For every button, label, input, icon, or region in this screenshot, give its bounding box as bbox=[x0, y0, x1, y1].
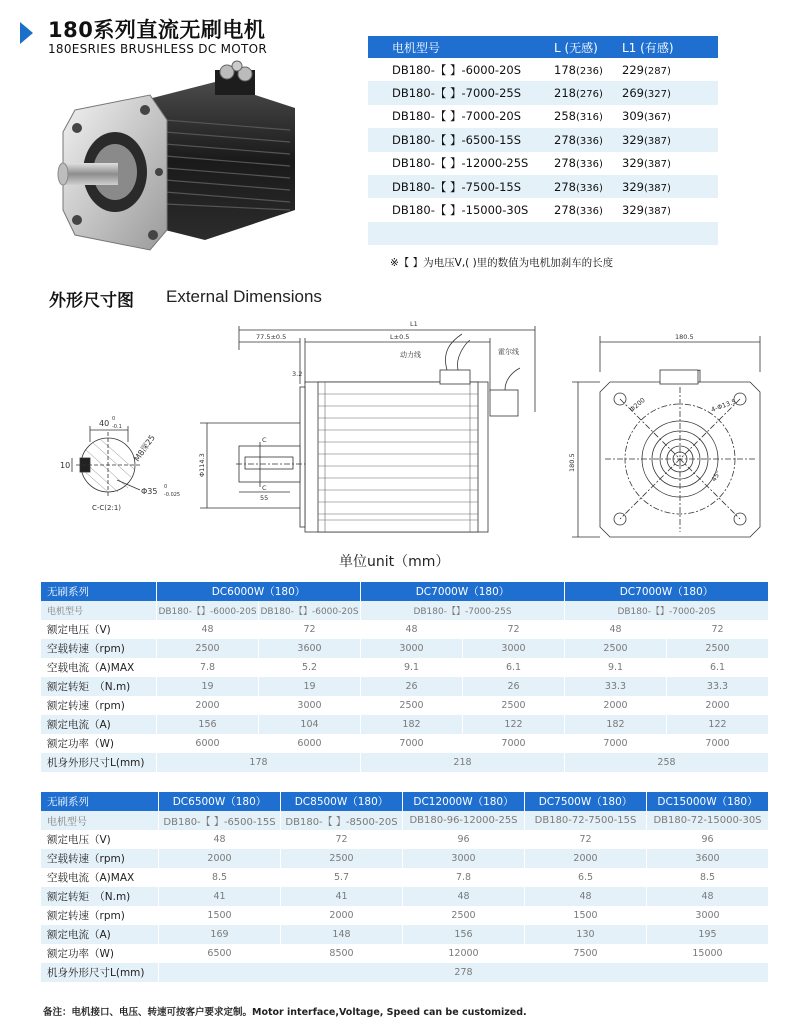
l-tol-label: L±0.5 bbox=[390, 333, 410, 341]
table-cell: 96 bbox=[403, 830, 525, 849]
series-group: DC7000W（180） bbox=[361, 582, 565, 601]
table-cell: 7.8 bbox=[403, 868, 525, 887]
row-label: 电机型号 bbox=[41, 811, 159, 830]
model-cell: DB180-72-7500-15S bbox=[525, 811, 647, 830]
brake-length-cell: (276) bbox=[575, 89, 603, 101]
angle-label: 45° bbox=[709, 469, 723, 483]
table-header-row bbox=[41, 792, 769, 811]
length1-cell: 329 bbox=[622, 179, 644, 194]
dimensions-title: 外形尺寸图 bbox=[49, 291, 134, 311]
table-row bbox=[41, 811, 769, 830]
table-cell: 48 bbox=[647, 887, 769, 906]
table-cell: 278 bbox=[159, 963, 769, 982]
length-cell: 258 bbox=[554, 109, 576, 124]
column-header: L1 (有感) bbox=[622, 36, 718, 58]
series-group: DC8500W（180） bbox=[281, 792, 403, 811]
table-cell: 2500 bbox=[403, 906, 525, 925]
row-label: 额定电压（V) bbox=[41, 620, 157, 639]
key-width-tol: 0 bbox=[112, 416, 116, 422]
table-cell: 2000 bbox=[157, 696, 259, 715]
table-header-row bbox=[41, 582, 769, 601]
motor-photo bbox=[55, 60, 315, 260]
gap-label: 3.2 bbox=[292, 370, 303, 378]
shaft-len-label: 55 bbox=[260, 494, 269, 502]
table-row bbox=[41, 639, 769, 658]
table-row bbox=[41, 849, 769, 868]
table-cell: 7000 bbox=[463, 734, 565, 753]
brake-length-cell: (336) bbox=[575, 135, 603, 147]
holes-label: 4-Φ13.5 bbox=[709, 397, 738, 414]
table-cell: 2500 bbox=[565, 639, 667, 658]
l1-label: L1 bbox=[410, 320, 418, 328]
table-cell: 19 bbox=[157, 677, 259, 696]
brake-length1-cell: (387) bbox=[643, 159, 671, 171]
table-row bbox=[368, 175, 718, 198]
page-subtitle: 180ESRIES BRUSHLESS DC MOTOR bbox=[48, 42, 268, 56]
length1-cell: 329 bbox=[622, 132, 644, 147]
table-cell: 2000 bbox=[159, 849, 281, 868]
key-width-tol2: -0.1 bbox=[112, 424, 122, 430]
table-cell: 2500 bbox=[667, 639, 769, 658]
table-cell: 8500 bbox=[281, 944, 403, 963]
brake-length-cell: (316) bbox=[575, 112, 603, 124]
row-label: 额定电流（A) bbox=[41, 925, 159, 944]
table-cell: 72 bbox=[259, 620, 361, 639]
key-depth-label: 10 bbox=[60, 461, 71, 470]
row-label: 机身外形尺寸L(mm) bbox=[41, 753, 157, 772]
series-group: DC7500W（180） bbox=[525, 792, 647, 811]
spec-table-2 bbox=[40, 792, 769, 982]
length-cell: 278 bbox=[554, 132, 576, 147]
table-cell: 169 bbox=[159, 925, 281, 944]
table-cell: 5.7 bbox=[281, 868, 403, 887]
table-cell: 6000 bbox=[157, 734, 259, 753]
table-row bbox=[41, 734, 769, 753]
width-label: 180.5 bbox=[675, 333, 694, 341]
unit-label: 单位unit（mm） bbox=[339, 554, 450, 570]
table-cell: 148 bbox=[281, 925, 403, 944]
shaft-dia-label: Φ35 bbox=[141, 487, 158, 496]
table-cell: 26 bbox=[361, 677, 463, 696]
model-cell: DB180-【 】-6500-15S bbox=[368, 128, 554, 151]
brake-length-cell: (336) bbox=[575, 159, 603, 171]
table-cell: 182 bbox=[565, 715, 667, 734]
length-cell: 218 bbox=[554, 86, 576, 101]
table-row bbox=[41, 753, 769, 772]
table-row bbox=[41, 963, 769, 982]
row-label: 额定转速（rpm) bbox=[41, 906, 159, 925]
model-cell: DB180-72-15000-30S bbox=[647, 811, 769, 830]
table-cell: 26 bbox=[463, 677, 565, 696]
model-cell: DB180-【 】-8500-20S bbox=[281, 811, 403, 830]
table-cell: 156 bbox=[157, 715, 259, 734]
height-label: 180.5 bbox=[568, 453, 576, 472]
brake-length1-cell: (387) bbox=[643, 182, 671, 194]
series-label: 无刷系列 bbox=[41, 582, 157, 601]
model-cell: DB180-【】-7000-20S bbox=[565, 601, 769, 620]
table-row bbox=[41, 944, 769, 963]
table-row bbox=[368, 81, 718, 104]
table-cell: 72 bbox=[667, 620, 769, 639]
table-cell: 41 bbox=[281, 887, 403, 906]
pilot-label: Φ114.3 bbox=[198, 453, 206, 477]
table-cell: 7000 bbox=[565, 734, 667, 753]
table-cell: 48 bbox=[525, 887, 647, 906]
table-cell: 9.1 bbox=[565, 658, 667, 677]
dimension-drawing bbox=[0, 312, 790, 577]
model-table-note: ※【 】为电压V,( )里的数值为电机加刹车的长度 bbox=[390, 257, 614, 269]
motor-front-view bbox=[568, 333, 760, 537]
table-row-blank bbox=[368, 222, 718, 245]
table-cell: 2500 bbox=[361, 696, 463, 715]
length-cell: 278 bbox=[554, 156, 576, 171]
table-cell: 6000 bbox=[259, 734, 361, 753]
table-cell: 6.1 bbox=[667, 658, 769, 677]
table-row bbox=[41, 887, 769, 906]
table-cell: 6.1 bbox=[463, 658, 565, 677]
row-label: 电机型号 bbox=[41, 601, 157, 620]
spec-table-1 bbox=[40, 582, 769, 772]
table-cell: 7000 bbox=[667, 734, 769, 753]
table-row bbox=[41, 677, 769, 696]
table-cell: 3000 bbox=[403, 849, 525, 868]
hall-wire-label: 霍尔线 bbox=[498, 348, 519, 356]
table-cell: 1500 bbox=[159, 906, 281, 925]
table-cell: 48 bbox=[159, 830, 281, 849]
table-cell: 130 bbox=[525, 925, 647, 944]
row-label: 额定功率（W) bbox=[41, 944, 159, 963]
footer-note: 备注：电机接口、电压、转速可按客户要求定制。Motor interface,Voltage, Speed can be customized. bbox=[43, 1007, 527, 1018]
model-cell: DB180-【 】-7000-20S bbox=[368, 105, 554, 128]
table-cell: 3000 bbox=[463, 639, 565, 658]
shaft-dia-tol2: -0.025 bbox=[164, 492, 181, 498]
column-header: 电机型号 bbox=[368, 36, 554, 58]
model-cell: DB180-【 】-6500-15S bbox=[159, 811, 281, 830]
table-cell: 156 bbox=[403, 925, 525, 944]
series-group: DC7000W（180） bbox=[565, 582, 769, 601]
model-cell: DB180-【 】-7500-15S bbox=[368, 175, 554, 198]
table-cell: 3600 bbox=[259, 639, 361, 658]
length1-cell: 269 bbox=[622, 86, 644, 101]
brake-length-cell: (336) bbox=[575, 206, 603, 218]
table-cell: 2000 bbox=[281, 906, 403, 925]
table-row bbox=[368, 198, 718, 221]
series-group: DC6500W（180） bbox=[159, 792, 281, 811]
motor-side-view bbox=[198, 320, 535, 532]
row-label: 空载电流（A)MAX bbox=[41, 868, 159, 887]
table-cell: 72 bbox=[463, 620, 565, 639]
bolt-circle-label: Φ200 bbox=[628, 396, 647, 414]
table-cell: 195 bbox=[647, 925, 769, 944]
table-cell: 3000 bbox=[647, 906, 769, 925]
table-row bbox=[41, 868, 769, 887]
shaft-section-view bbox=[60, 416, 180, 512]
table-cell: 3000 bbox=[361, 639, 463, 658]
table-cell: 2500 bbox=[157, 639, 259, 658]
dimensions-title-en: External Dimensions bbox=[166, 287, 322, 306]
table-cell: 7500 bbox=[525, 944, 647, 963]
brake-length1-cell: (327) bbox=[643, 89, 671, 101]
model-cell: DB180-【】-7000-25S bbox=[361, 601, 565, 620]
table-cell: 96 bbox=[647, 830, 769, 849]
length1-cell: 229 bbox=[622, 62, 644, 77]
row-label: 额定功率（W) bbox=[41, 734, 157, 753]
table-row bbox=[41, 715, 769, 734]
table-cell: 33.3 bbox=[565, 677, 667, 696]
row-label: 空载转速（rpm) bbox=[41, 849, 159, 868]
table-cell: 2000 bbox=[525, 849, 647, 868]
table-cell: 8.5 bbox=[159, 868, 281, 887]
model-cell: DB180-【 】-15000-30S bbox=[368, 198, 554, 221]
table-cell: 6.5 bbox=[525, 868, 647, 887]
header-triangle-icon bbox=[20, 22, 33, 44]
key-c-top: C bbox=[262, 436, 267, 444]
row-label: 空载电流（A)MAX bbox=[41, 658, 157, 677]
brake-length1-cell: (287) bbox=[643, 65, 671, 77]
table-cell: 48 bbox=[157, 620, 259, 639]
thread-label: M8深25 bbox=[132, 433, 157, 464]
table-cell: 33.3 bbox=[667, 677, 769, 696]
table-row bbox=[41, 925, 769, 944]
length-cell: 278 bbox=[554, 203, 576, 218]
model-cell: DB180-【】-6000-20S bbox=[259, 601, 361, 620]
table-cell: 3600 bbox=[647, 849, 769, 868]
table-cell: 3000 bbox=[259, 696, 361, 715]
row-label: 额定转矩 （N.m) bbox=[41, 677, 157, 696]
length1-cell: 329 bbox=[622, 203, 644, 218]
model-cell: DB180-【】-6000-20S bbox=[157, 601, 259, 620]
table-row bbox=[41, 830, 769, 849]
length1-cell: 329 bbox=[622, 156, 644, 171]
shaft-dia-tol: 0 bbox=[164, 484, 168, 490]
page-title: 180系列直流无刷电机 bbox=[48, 18, 266, 42]
row-label: 额定电流（A) bbox=[41, 715, 157, 734]
table-row bbox=[368, 58, 718, 81]
table-cell: 48 bbox=[361, 620, 463, 639]
table-cell: 2000 bbox=[667, 696, 769, 715]
table-row bbox=[368, 128, 718, 151]
table-cell: 178 bbox=[157, 753, 361, 772]
table-cell: 48 bbox=[565, 620, 667, 639]
series-group: DC12000W（180） bbox=[403, 792, 525, 811]
series-group: DC6000W（180） bbox=[157, 582, 361, 601]
table-cell: 2500 bbox=[281, 849, 403, 868]
table-cell: 72 bbox=[281, 830, 403, 849]
series-label: 无刷系列 bbox=[41, 792, 159, 811]
table-cell: 258 bbox=[565, 753, 769, 772]
model-cell: DB180-96-12000-25S bbox=[403, 811, 525, 830]
table-cell: 8.5 bbox=[647, 868, 769, 887]
power-wire-label: 动力线 bbox=[400, 351, 421, 359]
series-group: DC15000W（180） bbox=[647, 792, 769, 811]
length1-cell: 309 bbox=[622, 109, 644, 124]
table-row bbox=[368, 105, 718, 128]
length-cell: 178 bbox=[554, 62, 576, 77]
table-cell: 41 bbox=[159, 887, 281, 906]
table-row bbox=[41, 696, 769, 715]
table-row bbox=[41, 906, 769, 925]
table-cell: 2000 bbox=[565, 696, 667, 715]
row-label: 空载转速（rpm) bbox=[41, 639, 157, 658]
brake-length-cell: (336) bbox=[575, 182, 603, 194]
row-label: 机身外形尺寸L(mm) bbox=[41, 963, 159, 982]
model-cell: DB180-【 】-12000-25S bbox=[368, 152, 554, 175]
table-cell: 6500 bbox=[159, 944, 281, 963]
table-cell: 15000 bbox=[647, 944, 769, 963]
brake-length-cell: (236) bbox=[575, 65, 603, 77]
table-row bbox=[41, 658, 769, 677]
table-cell: 1500 bbox=[525, 906, 647, 925]
model-cell: DB180-【 】-7000-25S bbox=[368, 81, 554, 104]
table-row bbox=[41, 601, 769, 620]
table-cell: 9.1 bbox=[361, 658, 463, 677]
model-length-table bbox=[368, 36, 718, 245]
brake-length1-cell: (367) bbox=[643, 112, 671, 124]
row-label: 额定转矩 （N.m) bbox=[41, 887, 159, 906]
section-label: C-C(2:1) bbox=[92, 504, 122, 512]
table-cell: 122 bbox=[463, 715, 565, 734]
key-c-bottom: C bbox=[262, 484, 267, 492]
row-label: 额定转速（rpm) bbox=[41, 696, 157, 715]
flange-len-label: 77.5±0.5 bbox=[256, 333, 287, 341]
table-cell: 12000 bbox=[403, 944, 525, 963]
model-cell: DB180-【 】-6000-20S bbox=[368, 58, 554, 81]
brake-length1-cell: (387) bbox=[643, 135, 671, 147]
table-cell: 7000 bbox=[361, 734, 463, 753]
table-cell: 122 bbox=[667, 715, 769, 734]
table-cell: 104 bbox=[259, 715, 361, 734]
table-cell: 7.8 bbox=[157, 658, 259, 677]
length-cell: 278 bbox=[554, 179, 576, 194]
table-row bbox=[41, 620, 769, 639]
row-label: 额定电压（V) bbox=[41, 830, 159, 849]
table-cell: 2500 bbox=[463, 696, 565, 715]
column-header: L (无感) bbox=[554, 36, 622, 58]
key-width-label: 40 bbox=[99, 419, 110, 428]
table-cell: 72 bbox=[525, 830, 647, 849]
table-cell: 19 bbox=[259, 677, 361, 696]
brake-length1-cell: (387) bbox=[643, 206, 671, 218]
table-cell: 5.2 bbox=[259, 658, 361, 677]
table-row bbox=[368, 152, 718, 175]
table-cell: 182 bbox=[361, 715, 463, 734]
table-cell: 218 bbox=[361, 753, 565, 772]
table-cell: 48 bbox=[403, 887, 525, 906]
